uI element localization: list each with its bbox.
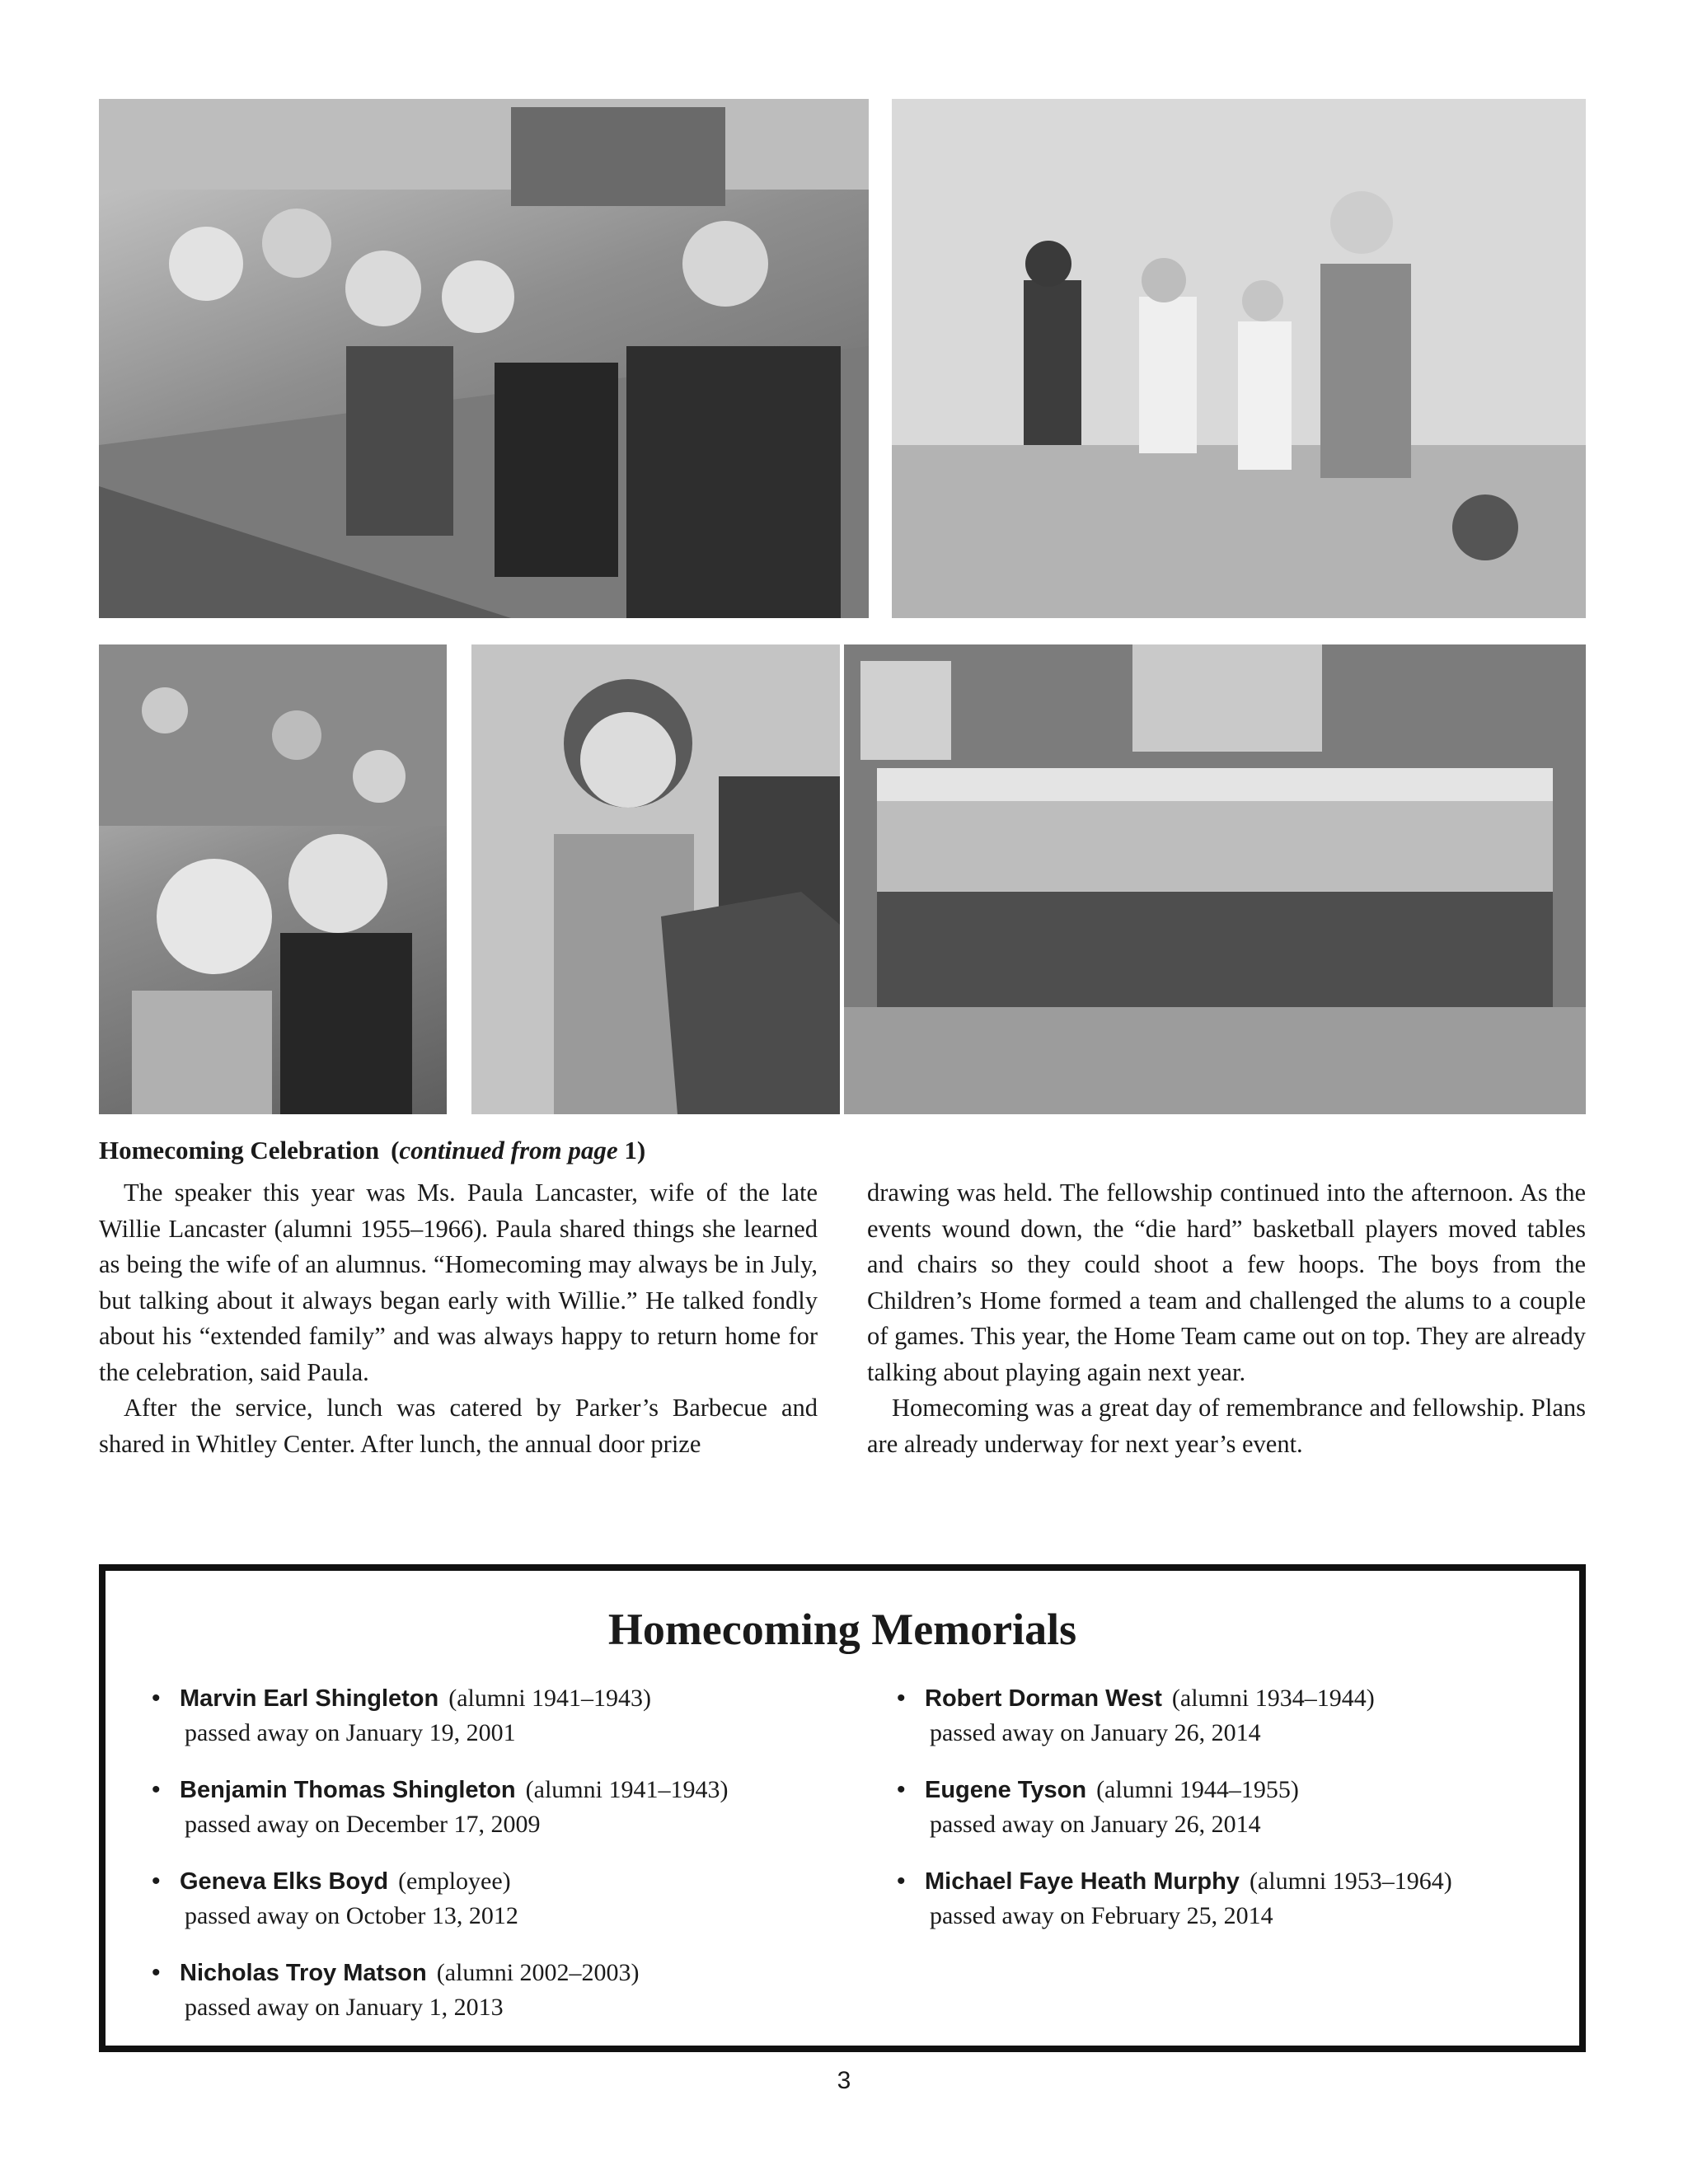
article-paragraph: drawing was held. The fellowship continued into the afternoon. As the events wound down, the “die hard” basketball players moved tables and chairs so they could shoot a few hoops. The boys from the Children’s Home formed a team and challenged the alums to a couple of games. This year, the Home Team came out on top. They are already talking about playing again next year.	[867, 1179, 1586, 1386]
photo-congregation-in-pews	[99, 99, 869, 618]
bullet-icon: •	[897, 1685, 906, 1712]
memorial-date: passed away on January 26, 2014	[930, 1811, 1261, 1838]
continued-note: (continued from page 1)	[391, 1136, 646, 1165]
memorial-role: (alumni 2002–2003)	[436, 1959, 640, 1986]
memorial-date: passed away on December 17, 2009	[185, 1811, 541, 1838]
photo-alumni-group	[844, 644, 1586, 1114]
memorial-item	[897, 1773, 1573, 1842]
memorial-name: Michael Faye Heath Murphy	[925, 1868, 1240, 1895]
memorial-role: (alumni 1953–1964)	[1249, 1868, 1452, 1895]
memorial-date: passed away on January 26, 2014	[930, 1719, 1261, 1746]
memorial-item	[152, 1864, 860, 1933]
memorials-title: Homecoming Memorials	[607, 1605, 1077, 1654]
memorial-item	[152, 1681, 860, 1750]
bullet-icon: •	[152, 1868, 161, 1895]
memorial-name: Eugene Tyson	[925, 1777, 1087, 1803]
memorial-name: Marvin Earl Shingleton	[180, 1685, 439, 1712]
page-number: 3	[837, 2067, 851, 2094]
memorial-item	[897, 1681, 1573, 1750]
article-heading	[99, 1136, 645, 1165]
memorial-date: passed away on January 19, 2001	[185, 1719, 516, 1746]
memorial-role: (alumni 1934–1944)	[1171, 1685, 1375, 1712]
memorial-name: Geneva Elks Boyd	[180, 1868, 389, 1895]
memorial-role: (alumni 1941–1943)	[448, 1685, 652, 1712]
memorials-list-left	[152, 1681, 860, 2047]
photo-speaker-at-podium	[471, 644, 840, 1114]
memorial-role: (alumni 1944–1955)	[1096, 1776, 1299, 1803]
bullet-icon: •	[152, 1685, 161, 1712]
bullet-icon: •	[897, 1868, 906, 1895]
memorial-name: Nicholas Troy Matson	[180, 1960, 427, 1986]
memorial-item	[152, 1773, 860, 1842]
memorial-item	[152, 1956, 860, 2025]
memorials-box	[99, 1564, 1586, 2052]
article-column-left	[99, 1175, 818, 1462]
article-title: Homecoming Celebration	[99, 1136, 380, 1165]
article-paragraph: The speaker this year was Ms. Paula Lancaster, wife of the late Willie Lancaster (alumni 1955–1966). Paula shared things she learned as being the wife of an alumnus. “Homecoming may always be in July, but talking about it always began early with Willie.” He talked fondly about his “extended family” and was always happy to return home for the celebration, said Paula.	[99, 1179, 818, 1386]
memorial-date: passed away on January 1, 2013	[185, 1994, 504, 2021]
memorial-name: Benjamin Thomas Shingleton	[180, 1777, 516, 1803]
photo-basketball-game	[892, 99, 1586, 618]
photo-couple-in-pews	[99, 644, 447, 1114]
memorials-list-right	[897, 1681, 1573, 1956]
memorial-date: passed away on October 13, 2012	[185, 1902, 518, 1929]
memorial-role: (employee)	[398, 1868, 511, 1895]
bullet-icon: •	[152, 1959, 161, 1986]
article-paragraph: Homecoming was a great day of remembrance and fellowship. Plans are already underway for next year’s event.	[867, 1394, 1586, 1458]
memorial-role: (alumni 1941–1943)	[525, 1776, 729, 1803]
article-column-right	[867, 1175, 1586, 1462]
article-paragraph: After the service, lunch was catered by Parker’s Barbecue and shared in Whitley Center. After lunch, the annual door prize	[99, 1394, 818, 1458]
memorial-name: Robert Dorman West	[925, 1685, 1162, 1712]
memorial-date: passed away on February 25, 2014	[930, 1902, 1273, 1929]
bullet-icon: •	[152, 1776, 161, 1803]
memorial-item	[897, 1864, 1573, 1933]
bullet-icon: •	[897, 1776, 906, 1803]
